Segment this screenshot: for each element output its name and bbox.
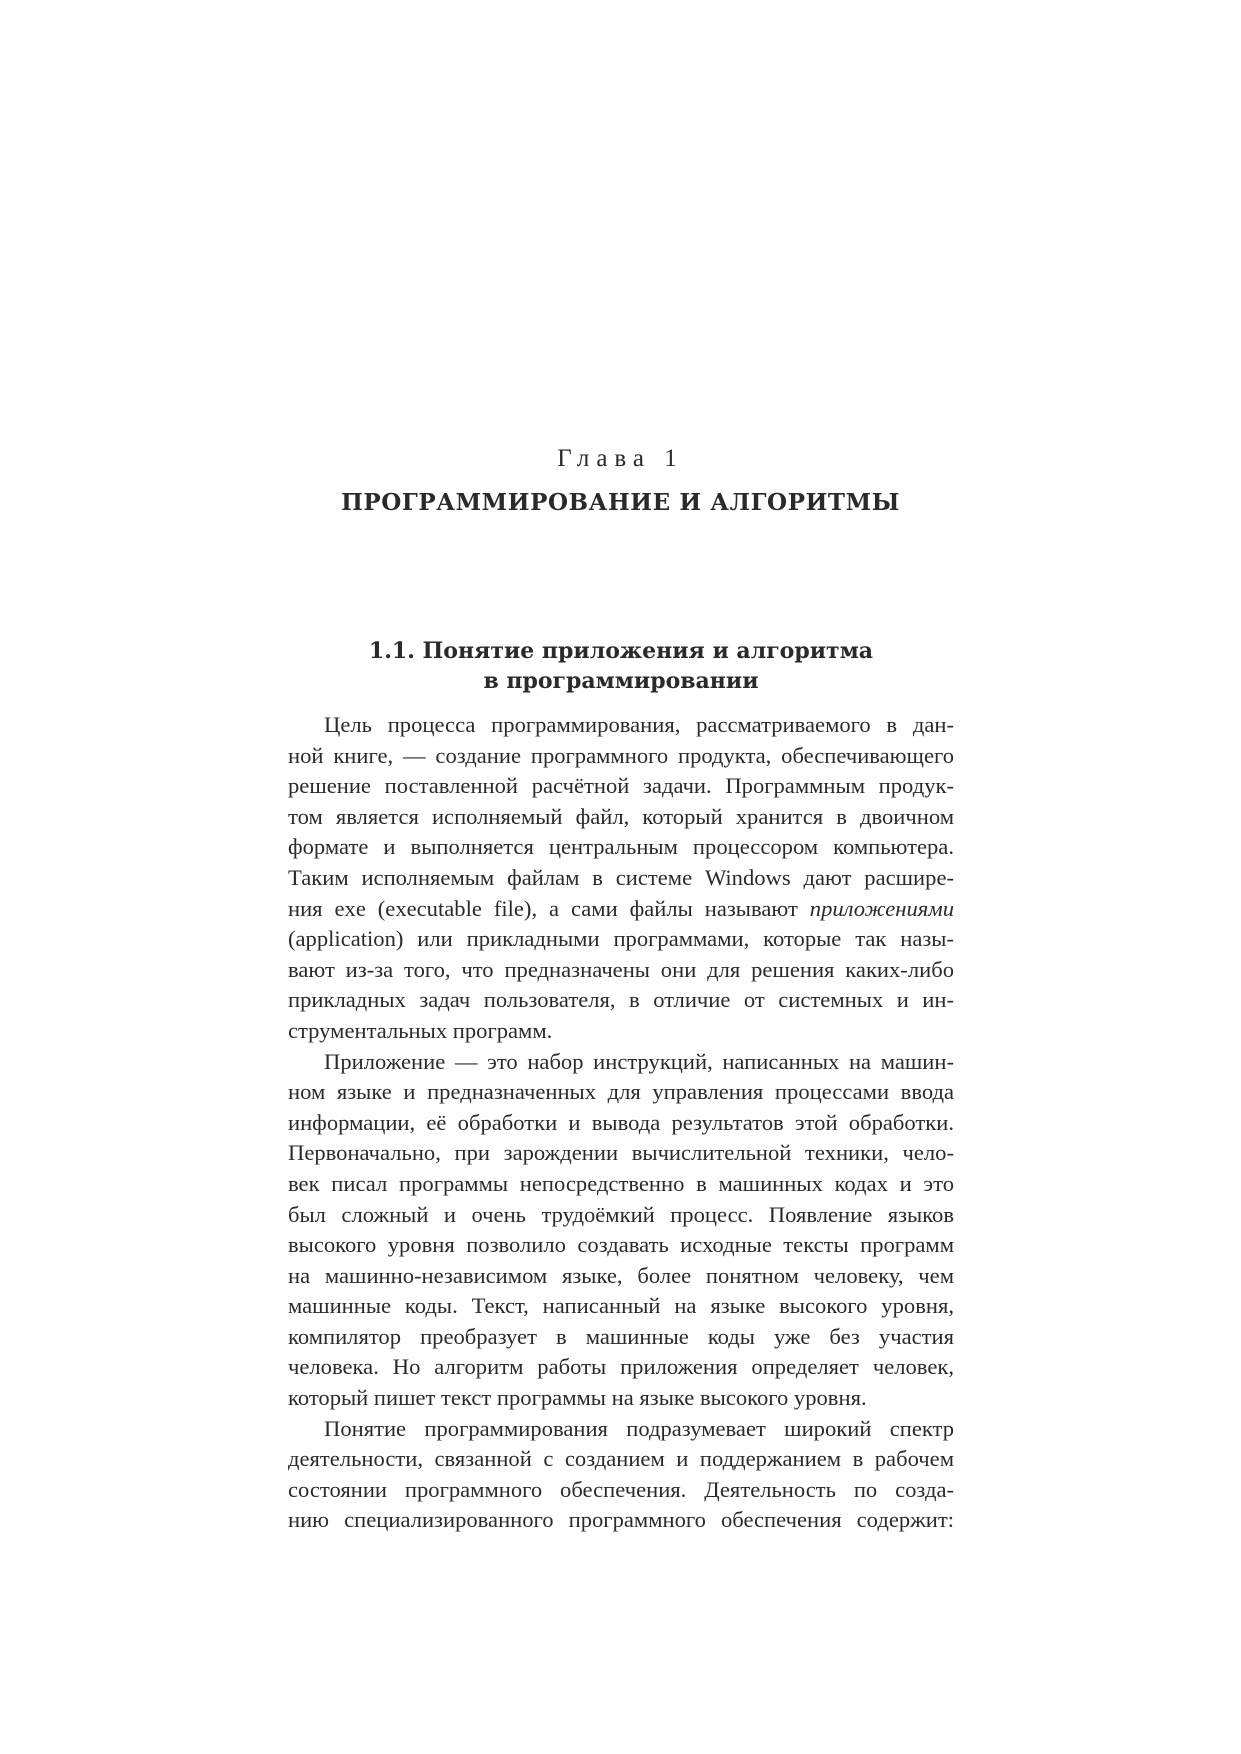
text-line: Цель процесса программирования, рассматриваемого в дан-	[324, 712, 954, 737]
chapter-label: Глава 1	[557, 445, 684, 472]
text-line: Понятие программирования подразумевает широкий спектр	[324, 1415, 954, 1441]
text-line: формате и выполняется центральным процессором компьютера.	[288, 834, 954, 860]
text-line: Таким исполняемым файлам в системе Windows дают расшире-	[288, 864, 954, 890]
text-line: Первоначально, при зарождении вычислительной техники, чело-	[288, 1140, 954, 1166]
text-line: ной книге, — создание программного продукта, обеспечивающего	[288, 742, 954, 768]
text-line: век писал программы непосредственно в машинных кодах и это	[288, 1170, 954, 1196]
chapter-title: ПРОГРАММИРОВАНИЕ И АЛГОРИТМЫ	[341, 489, 900, 516]
body-text	[288, 710, 954, 1536]
text-line: который пишет текст программы на языке высокого уровня.	[288, 1385, 867, 1411]
text-line: был сложный и очень трудоёмкий процесс. Появление языков	[288, 1201, 954, 1227]
text-line	[288, 894, 954, 925]
text-line: (application) или прикладными программами, которые так назы-	[288, 926, 954, 952]
section-title-line: в программировании	[483, 668, 759, 694]
section-title	[288, 636, 954, 696]
text-line: машинные коды. Текст, написанный на языке высокого уровня,	[288, 1293, 954, 1319]
text-line: компилятор преобразует в машинные коды уже без участия	[288, 1323, 954, 1349]
text-line: струментальных программ.	[288, 1017, 553, 1043]
paragraph	[288, 710, 954, 1047]
section-title-line: 1.1. Понятие приложения и алгоритма	[368, 638, 874, 664]
text-line: человека. Но алгоритм работы приложения определяет человек,	[288, 1354, 954, 1380]
text-line: прикладных задач пользователя, в отличие от системных и ин-	[288, 987, 954, 1013]
emphasis-term: приложениями	[809, 895, 954, 921]
text-segment: ния exe (executable file), а сами файлы называют	[288, 895, 810, 921]
text-line: ном языке и предназначенных для управления процессами ввода	[288, 1079, 954, 1105]
text-line: высокого уровня позволило создавать исходные тексты программ	[288, 1232, 954, 1258]
text-line: состоянии программного обеспечения. Деятельность по созда-	[288, 1476, 954, 1502]
paragraph	[288, 1414, 954, 1536]
text-line: решение поставленной расчётной задачи. Программным продук-	[288, 773, 954, 799]
text-line: деятельности, связанной с созданием и поддержанием в рабочем	[288, 1446, 954, 1472]
text-line: на машинно-независимом языке, более понятном человеку, чем	[288, 1262, 954, 1288]
text-line: Приложение — это набор инструкций, написанных на машин-	[324, 1048, 954, 1074]
text-line: нию специализированного программного обеспечения содержит:	[288, 1507, 954, 1533]
paragraph	[288, 1047, 954, 1414]
text-line: вают из-за того, что предназначены они для решения каких-либо	[288, 956, 954, 982]
text-line: информации, её обработки и вывода результатов этой обработки.	[288, 1109, 954, 1135]
text-line: том является исполняемый файл, который хранится в двоичном	[288, 803, 954, 829]
